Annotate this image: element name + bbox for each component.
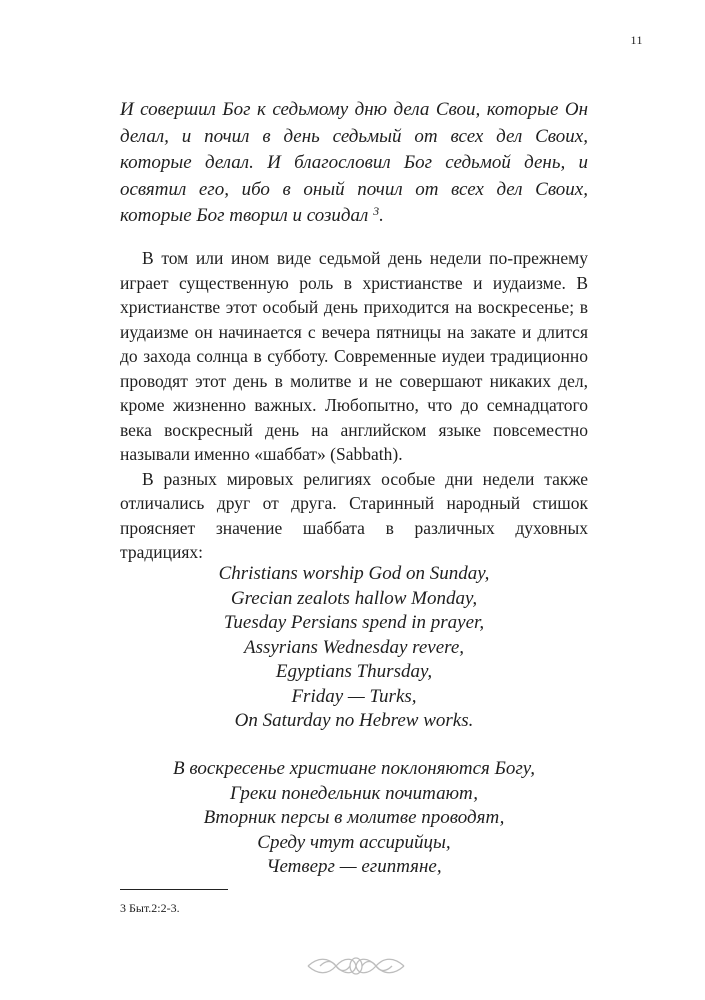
footnote-reference: 3 [373,204,380,218]
body-text [120,246,588,565]
poem-line: Четверг — египтяне, [266,856,442,877]
page-number: 11 [630,33,643,47]
poem-line: Grecian zealots hallow Monday, [230,587,478,609]
poem-line: Assyrians Wednesday revere, [243,636,465,658]
paragraph: В том или ином виде седьмой день недели по-прежнему играет существенную роль в христианстве и иудаизме. В христианстве этот особый день приходится на воскресенье; в иудаизме он начинается с вечера пятницы на закате и длится до захода солнца в субботу. Современные иудеи традиционно проводят этот день в молитве и не совершают никаких дел, кроме жизненно важных. Любопытно, что до семнадцатого века воскресный день на английском языке повсеместно называли именно «шаббат» (Sabbath). [120,248,588,464]
quote-end-punctuation: . [379,205,384,226]
quote-text: И совершил Бог к седьмому дню дела Свои, которые Он делал, и почил в день седьмый от всех дел Своих, которые делал. И благословил Бог седьмой день, и освятил его, ибо в оный почил от всех дел Своих, которые Бог творил и созидал [120,99,588,226]
scripture-quote [120,97,588,230]
russian-poem [120,757,588,880]
english-poem [120,562,588,734]
celtic-knot-ornament-icon [306,955,406,977]
poem-line: Вторник персы в молитве проводят, [203,807,505,828]
poem-line: В воскресенье христиане поклоняются Богу, [173,758,535,779]
poem-line: Tuesday Persians spend in prayer, [223,612,485,633]
poem-line: Греки понедельник почитают, [230,782,478,804]
poem-line: Среду чтут ассирийцы, [257,831,451,853]
footnote-divider [120,889,228,890]
poem-line: Friday — Turks, [291,685,417,707]
poem-line: Christians worship God on Sunday, [218,563,490,584]
poem-line: Egyptians Thursday, [275,661,433,682]
paragraph: В разных мировых религиях особые дни недели также отличались друг от друга. Старинный народный стишок проясняет значение шаббата в различных духовных традициях: [120,468,588,562]
footnote: 3 Быт.2:2-3. [120,901,180,915]
poem-line: On Saturday no Hebrew works. [234,710,474,731]
